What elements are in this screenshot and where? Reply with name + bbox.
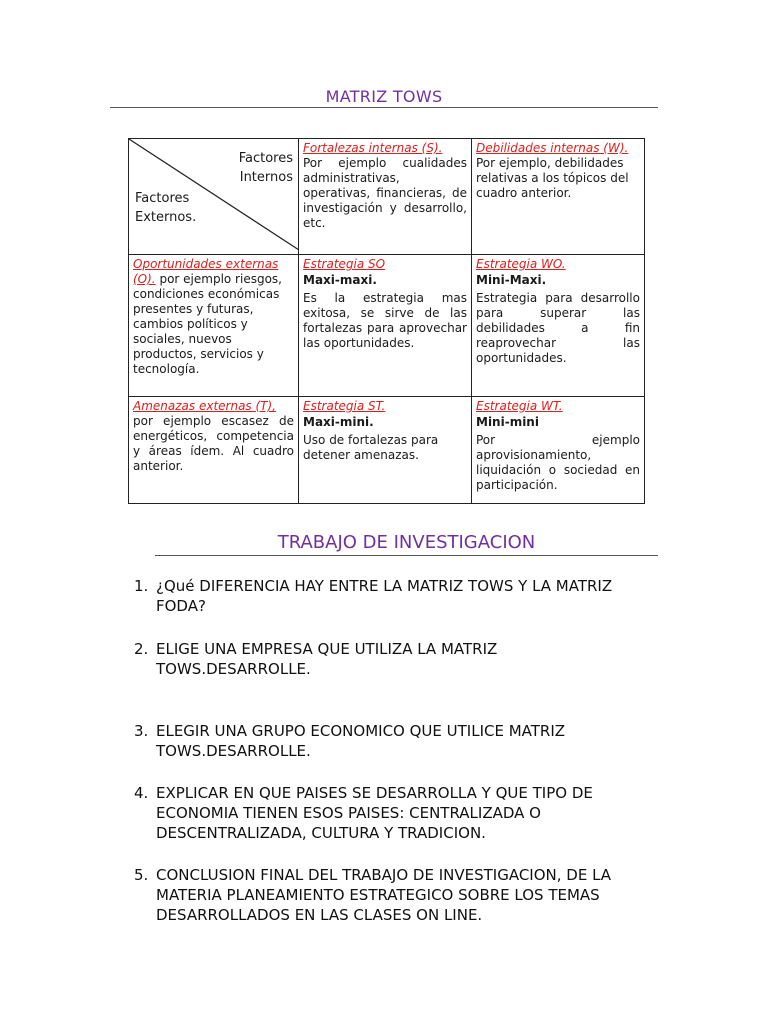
- fortalezas-cell: [299, 139, 472, 255]
- page-title: MATRIZ TOWS: [325, 87, 443, 106]
- estrategia-st-heading: Estrategia ST.: [303, 399, 386, 413]
- estrategia-wt-heading: Estrategia WT.: [476, 399, 563, 413]
- question-number: 2.: [134, 640, 149, 658]
- tows-matrix: [128, 138, 645, 504]
- debilidades-body: Por ejemplo, debilidades relativas a los tópicos del cuadro anterior.: [476, 156, 629, 200]
- estrategia-wt-name: Mini-mini: [476, 415, 539, 429]
- estrategia-so-cell: [299, 255, 472, 397]
- question-text: ¿Qué DIFERENCIA HAY ENTRE LA MATRIZ TOWS Y LA MATRIZ FODA?: [156, 577, 613, 615]
- title-divider: [110, 107, 658, 108]
- section-title: TRABAJO DE INVESTIGACION: [277, 532, 536, 553]
- question-number: 1.: [134, 577, 149, 595]
- estrategia-wo-name: Mini-Maxi.: [476, 273, 547, 287]
- debilidades-heading: Debilidades internas (W).: [476, 141, 629, 155]
- estrategia-wt-body: Por ejemplo aprovisionamiento, liquidación o sociedad en participación.: [476, 433, 640, 492]
- section-divider: [155, 555, 658, 556]
- question-text: ELEGIR UNA GRUPO ECONOMICO QUE UTILICE MATRIZ TOWS.DESARROLLE.: [156, 722, 566, 760]
- estrategia-st-body: Uso de fortalezas para detener amenazas.: [303, 433, 439, 462]
- estrategia-wo-cell: [472, 255, 645, 397]
- matrix-row-header: [129, 139, 645, 255]
- estrategia-wt-cell: [472, 397, 645, 504]
- oportunidades-body: por ejemplo riesgos, condiciones económicas presentes y futuras, cambios políticos y sociales, nuevos productos, servicios y tecnología.: [133, 272, 282, 376]
- oportunidades-cell: [129, 255, 299, 397]
- amenazas-heading: Amenazas externas (T),: [133, 399, 276, 413]
- matrix-corner-cell: [129, 139, 299, 255]
- question-text: ELIGE UNA EMPRESA QUE UTILIZA LA MATRIZ TOWS.DESARROLLE.: [156, 640, 498, 678]
- fortalezas-heading: Fortalezas internas (S).: [303, 141, 443, 155]
- amenazas-body: por ejemplo escasez de energéticos, competencia y áreas ídem. Al cuadro anterior.: [133, 414, 294, 473]
- question-item: [134, 576, 654, 616]
- estrategia-wo-body: Estrategia para desarrollo para superar las debilidades a fin reaprovechar las oportunidades.: [476, 291, 640, 365]
- question-number: 5.: [134, 866, 149, 884]
- estrategia-st-name: Maxi-mini.: [303, 415, 374, 429]
- matrix-row-amenazas: [129, 397, 645, 504]
- estrategia-wo-heading: Estrategia WO.: [476, 257, 566, 271]
- estrategia-st-cell: [299, 397, 472, 504]
- question-item: [134, 865, 654, 925]
- matrix-row-oportunidades: [129, 255, 645, 397]
- fortalezas-body: Por ejemplo cualidades administrativas, operativas, financieras, de investigación y desarrollo, etc.: [303, 156, 467, 230]
- factores-internos-label: Factores Internos: [238, 151, 293, 185]
- question-text: CONCLUSION FINAL DEL TRABAJO DE INVESTIGACION, DE LA MATERIA PLANEAMIENTO ESTRATEGICO SOBRE LOS TEMAS DESARROLLADOS EN LAS CLASES ON LINE.: [156, 866, 612, 924]
- amenazas-cell: [129, 397, 299, 504]
- question-number: 3.: [134, 722, 149, 740]
- factores-externos-label: Factores Externos.: [135, 191, 197, 225]
- estrategia-so-body: Es la estrategia mas exitosa, se sirve de las fortalezas para aprovechar las oportunidades.: [303, 291, 467, 350]
- question-text: EXPLICAR EN QUE PAISES SE DESARROLLA Y QUE TIPO DE ECONOMIA TIENEN ESOS PAISES: CENTRALIZADA O DESCENTRALIZADA, CULTURA Y TRADICION.: [156, 784, 593, 842]
- question-item: [134, 639, 654, 679]
- debilidades-cell: [472, 139, 645, 255]
- estrategia-so-heading: Estrategia SO: [303, 257, 386, 271]
- question-number: 4.: [134, 784, 149, 802]
- oportunidades-heading: Oportunidades externas (O).: [133, 257, 279, 286]
- estrategia-so-name: Maxi-maxi.: [303, 273, 377, 287]
- question-item: [134, 783, 654, 843]
- question-item: [134, 721, 654, 761]
